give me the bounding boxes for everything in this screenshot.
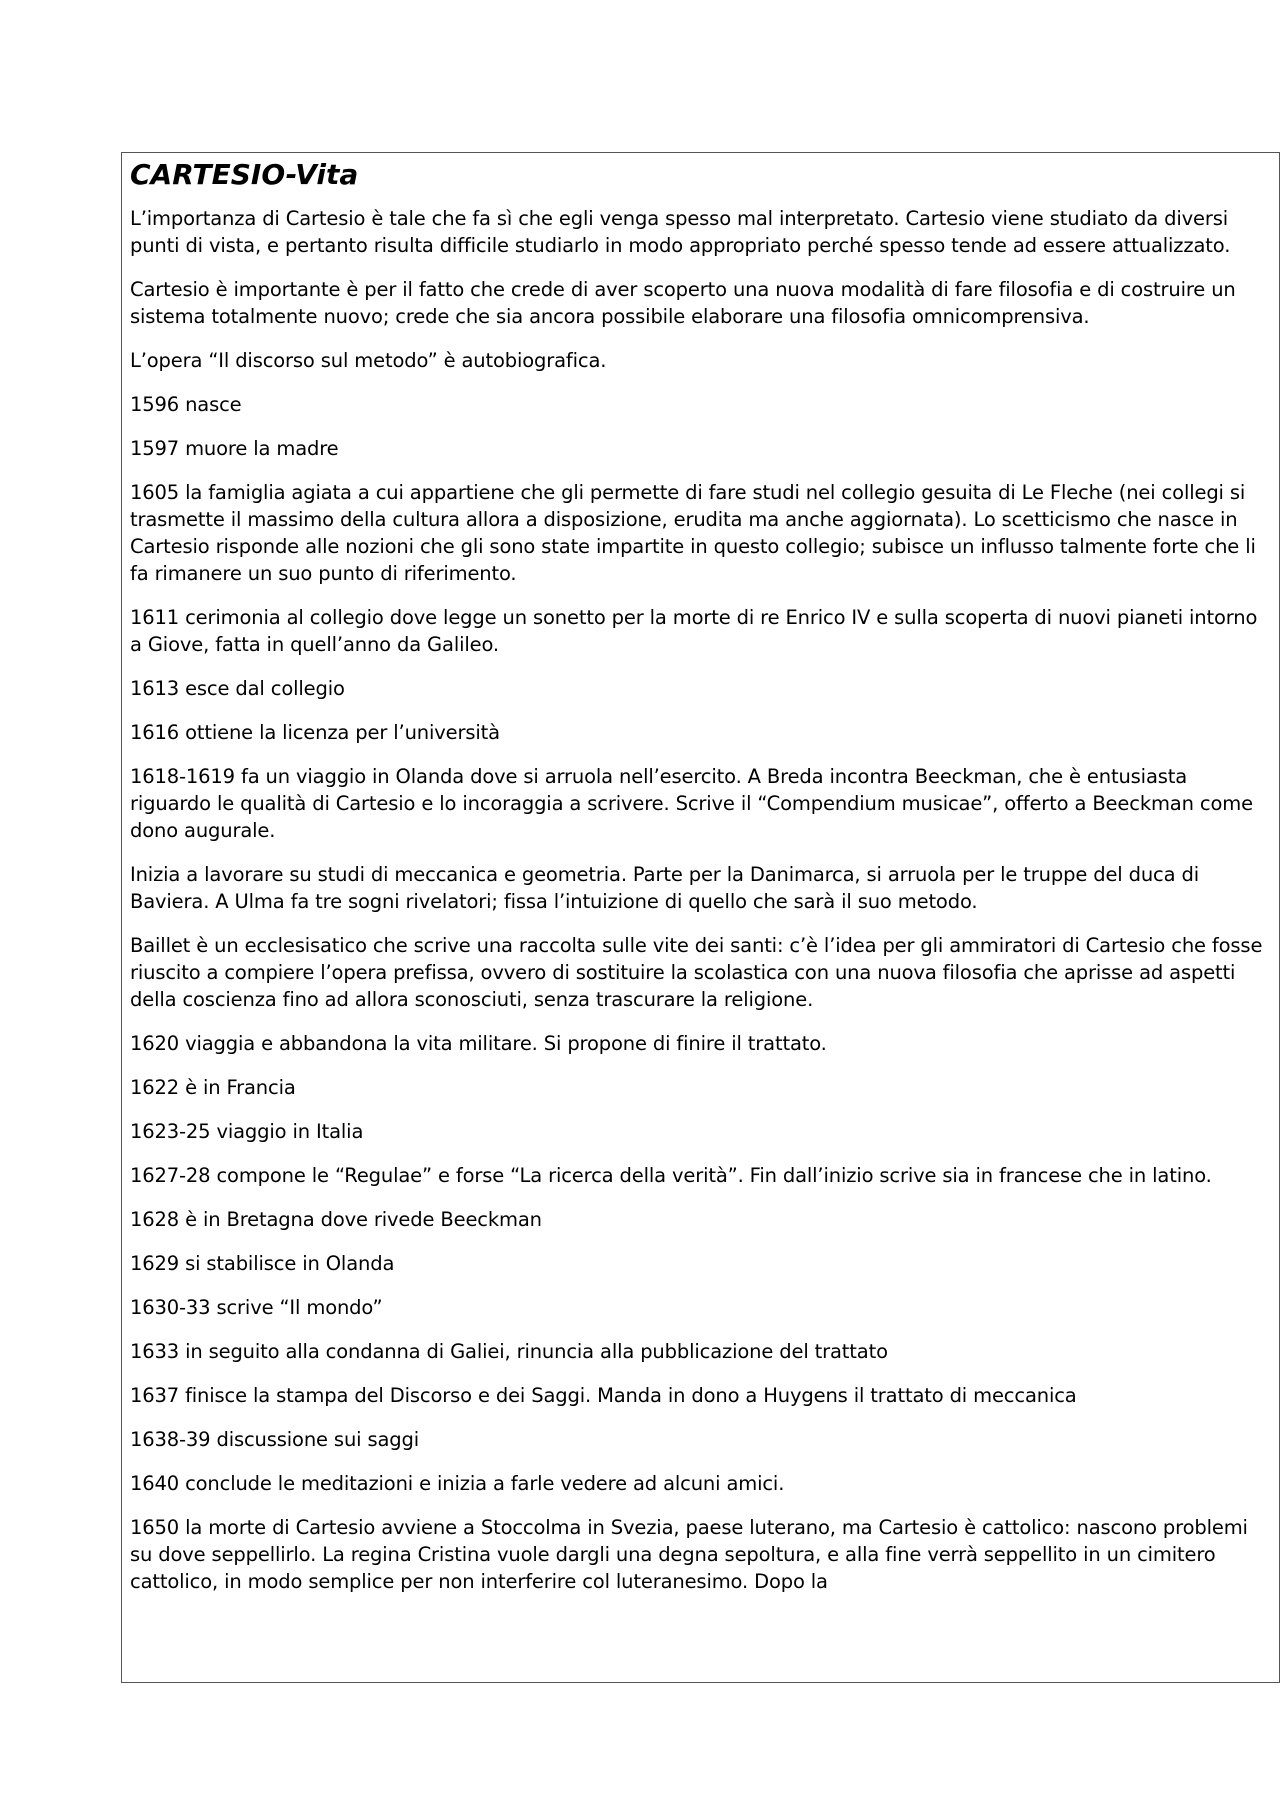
paragraph: 1633 in seguito alla condanna di Galiei, rinuncia alla pubblicazione del trattato	[130, 1340, 888, 1363]
paragraph: 1622 è in Francia	[130, 1076, 296, 1099]
paragraph-list	[130, 205, 1269, 1595]
paragraph: Inizia a lavorare su studi di meccanica e geometria. Parte per la Danimarca, si arruola per le truppe del duca di Baviera. A Ulma fa tre sogni rivelatori; fissa l’intuizione di quello che sarà il suo metodo.	[130, 863, 1199, 913]
document-title: CARTESIO-Vita	[130, 158, 359, 191]
paragraph: L’opera “Il discorso sul metodo” è autobiografica.	[130, 349, 607, 372]
paragraph: 1627-28 compone le “Regulae” e forse “La ricerca della verità”. Fin dall’inizio scrive sia in francese che in latino.	[130, 1164, 1212, 1187]
paragraph: 1628 è in Bretagna dove rivede Beeckman	[130, 1208, 542, 1231]
paragraph: 1630-33 scrive “Il mondo”	[130, 1296, 383, 1319]
paragraph: 1616 ottiene la licenza per l’università	[130, 721, 500, 744]
paragraph: 1637 finisce la stampa del Discorso e dei Saggi. Manda in dono a Huygens il trattato di meccanica	[130, 1384, 1077, 1407]
paragraph: 1597 muore la madre	[130, 437, 339, 460]
paragraph: Baillet è un ecclesisatico che scrive una raccolta sulle vite dei santi: c’è l’idea per gli ammiratori di Cartesio che fosse riuscito a compiere l’opera prefissa, ovvero di sostituire la scolastica con una nuova filosofia che aprisse ad aspetti della coscienza fino ad allora sconosciuti, senza trascurare la religione.	[130, 934, 1263, 1011]
paragraph: 1638-39 discussione sui saggi	[130, 1428, 419, 1451]
paragraph: 1623-25 viaggio in Italia	[130, 1120, 364, 1143]
paragraph: 1618-1619 fa un viaggio in Olanda dove si arruola nell’esercito. A Breda incontra Beeckman, che è entusiasta riguardo le qualità di Cartesio e lo incoraggia a scrivere. Scrive il “Compendium musicae”, offerto a Beeckman come dono augurale.	[130, 765, 1253, 842]
paragraph: 1596 nasce	[130, 393, 242, 416]
paragraph: 1605 la famiglia agiata a cui appartiene che gli permette di fare studi nel collegio gesuita di Le Fleche (nei collegi si trasmette il massimo della cultura allora a disposizione, erudita ma anche aggiornata). Lo scetticismo che nasce in Cartesio risponde alle nozioni che gli sono state impartite in questo collegio; subisce un influsso talmente forte che li fa rimanere un suo punto di riferimento.	[130, 481, 1256, 585]
paragraph: 1629 si stabilisce in Olanda	[130, 1252, 395, 1275]
paragraph: 1611 cerimonia al collegio dove legge un sonetto per la morte di re Enrico IV e sulla scoperta di nuovi pianeti intorno a Giove, fatta in quell’anno da Galileo.	[130, 606, 1258, 656]
document-frame	[121, 152, 1280, 1683]
paragraph: 1613 esce dal collegio	[130, 677, 345, 700]
paragraph: 1620 viaggia e abbandona la vita militare. Si propone di finire il trattato.	[130, 1032, 827, 1055]
paragraph: 1650 la morte di Cartesio avviene a Stoccolma in Svezia, paese luterano, ma Cartesio è cattolico: nascono problemi su dove seppellirlo. La regina Cristina vuole dargli una degna sepoltura, e alla fine verrà seppellito in un cimitero cattolico, in modo semplice per non interferire col luteranesimo. Dopo la	[130, 1516, 1248, 1593]
paragraph: 1640 conclude le meditazioni e inizia a farle vedere ad alcuni amici.	[130, 1472, 785, 1495]
paragraph: Cartesio è importante è per il fatto che crede di aver scoperto una nuova modalità di fare filosofia e di costruire un sistema totalmente nuovo; crede che sia ancora possibile elaborare una filosofia omnicomprensiva.	[130, 278, 1236, 328]
paragraph: L’importanza di Cartesio è tale che fa sì che egli venga spesso mal interpretato. Cartesio viene studiato da diversi punti di vista, e pertanto risulta difficile studiarlo in modo appropriato perché spesso tende ad essere attualizzato.	[130, 207, 1231, 257]
